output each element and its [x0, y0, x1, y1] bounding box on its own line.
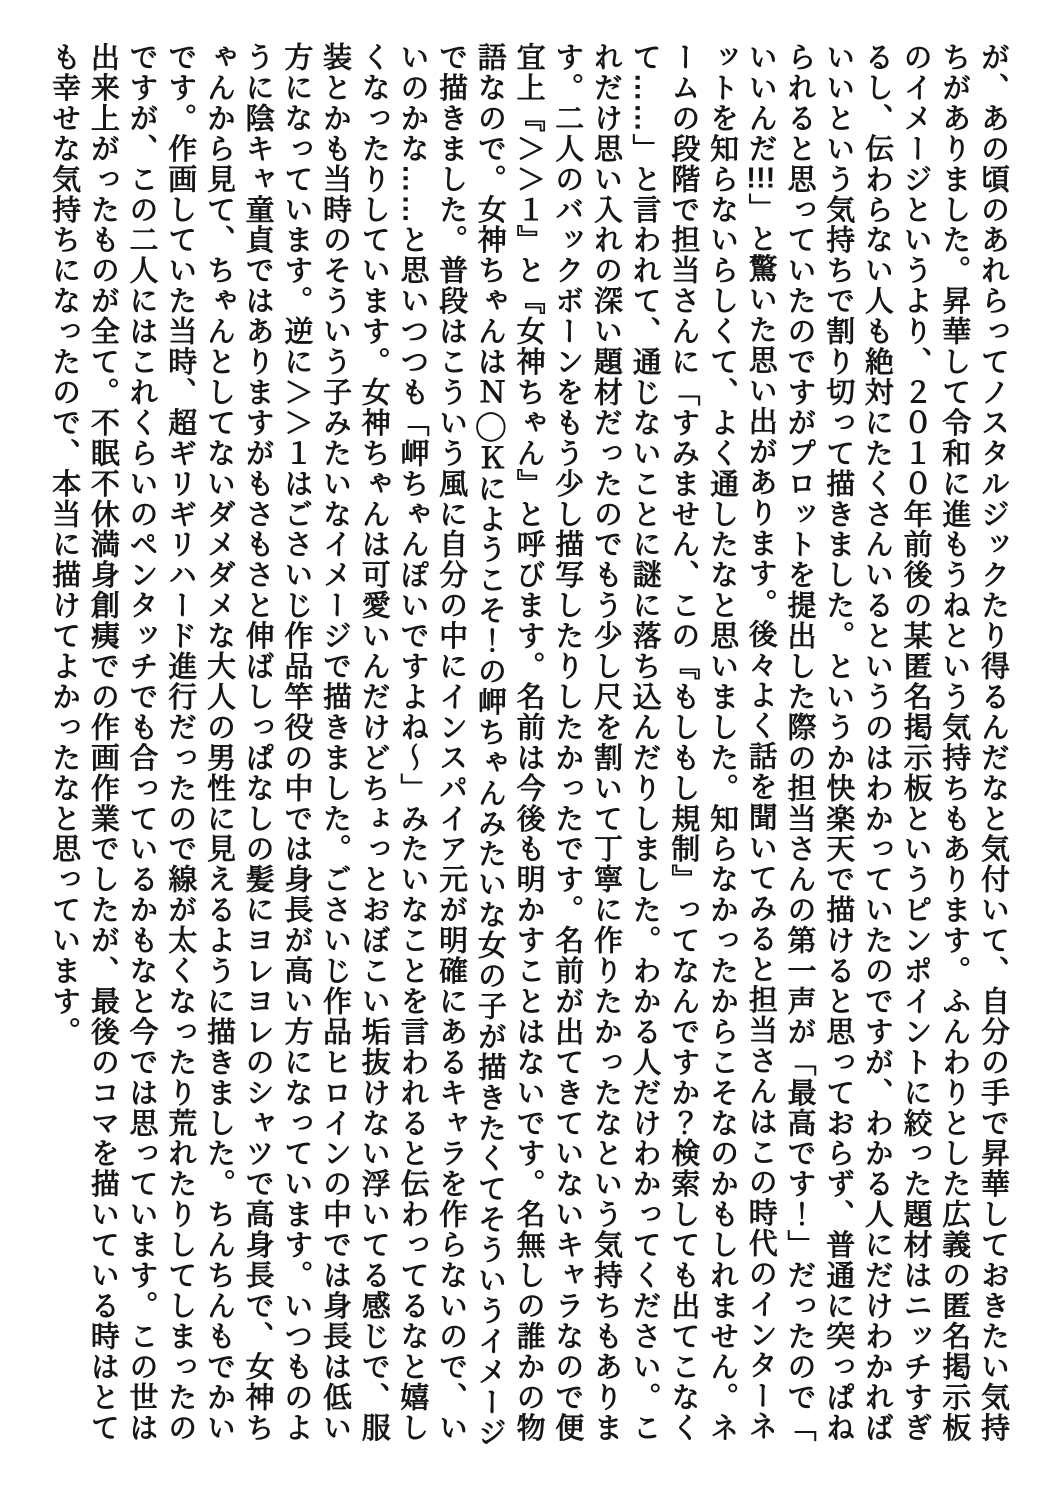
text-column: るし、伝わらない人も絶対にたくさんいるというのはわかっていたのですが、わかる人にだけわかれば [860, 42, 893, 1443]
text-column: が、あの頃のあれらってノスタルジックたり得るんだなと気付いて、自分の手で昇華しておきたい気持 [977, 42, 1009, 1443]
text-column: で描きました。普段はこういう風に自分の中にインスパイア元が明確にあるキャラを作らないので、い [435, 42, 468, 1443]
text-column: れだけ思い入れの深い題材だったのでもう少し尺を割いて丁寧に作りたかったなという気持ちもありま [589, 42, 622, 1443]
afterword-text-block [44, 42, 1012, 1454]
text-column: うに陰キャ童貞ではありますがもさもさと伸ばしっぱなしの髪にヨレヨレのシャツで高身長で、女神ち [241, 42, 274, 1443]
text-column: 語なので。女神ちゃんはＮ◯Ｋにようこそ！の岬ちゃんみたいな女の子が描きたくてそういうイメージ [473, 42, 506, 1448]
text-column: いいんだ!!!」と驚いた思い出があります。後々よく話を聞いてみると担当さんはこの時代のインターネ [744, 42, 777, 1442]
text-column: も幸せな気持ちになったので、本当に描けてよかったなと思っています。 [48, 42, 81, 1047]
text-column: ゃんから見て、ちゃんとしてないダメダメな大人の男性に見えるように描きました。ちんちんもでかい [202, 42, 235, 1443]
text-column: 出来上がったものが全て。不眠不休満身創痍での作画作業でしたが、最後のコマを描いている時はとて [86, 42, 119, 1443]
text-column: です。作画していた当時、超ギリギリハード進行だったので線が太くなったり荒れたりしてしまったの [164, 42, 197, 1443]
text-column: られると思っていたのですがプロットを提出した際の担当さんの第一声が「最高です！」だったので「 [783, 42, 816, 1443]
text-column: ームの段階で担当さんに「すみません、この『もしもし規制』ってなんですか？検索しても出てこなく [667, 42, 700, 1443]
text-column: 装とかも当時のそういう子みたいなイメージで描きました。ごさいじ作品ヒロインの中では身長は低い [319, 42, 352, 1443]
text-column: くなったりしています。女神ちゃんは可愛いんだけどちょっとおぼこい垢抜けない浮いてる感じで、服 [357, 42, 390, 1443]
text-column: 宜上『＞＞１』と『女神ちゃん』と呼びます。名前は今後も明かすことはないです。名無しの誰かの物 [512, 42, 545, 1443]
text-column: のイメージというより、２０１０年前後の某匿名掲示板というピンポイントに絞った題材はニッチすぎ [899, 42, 932, 1443]
text-column: いのかな……と思いつつも「岬ちゃんぽいですよね〜」みたいなことを言われると伝わってるなと嬉し [396, 42, 429, 1443]
text-column: 方になっています。逆に＞＞１はごさいじ作品竿役の中では身長が高い方になっています。いつものよ [280, 42, 313, 1443]
text-column: す。二人のバックボーンをもう少し描写したりしたかったです。名前が出てきていないキャラなので便 [551, 42, 584, 1443]
text-column: ちがありました。昇華して令和に進もうねという気持ちもあります。ふんわりとした広義の匿名掲示板 [938, 42, 971, 1443]
text-column: いいという気持ちで割り切って描きました。というか快楽天で描けると思っておらず、普通に突っぱね [822, 42, 855, 1443]
text-column: て……」と言われて、通じないことに謎に落ち込んだりしました。わかる人だけわかってください。こ [628, 42, 661, 1443]
text-column: ですが、この二人にはこれくらいのペンタッチでも合っているかもなと今では思っています。この世は [125, 42, 158, 1443]
text-column: ットを知らないらしくて、よく通したなと思いました。知らなかったからこそなのかもしれません。ネ [706, 42, 739, 1443]
